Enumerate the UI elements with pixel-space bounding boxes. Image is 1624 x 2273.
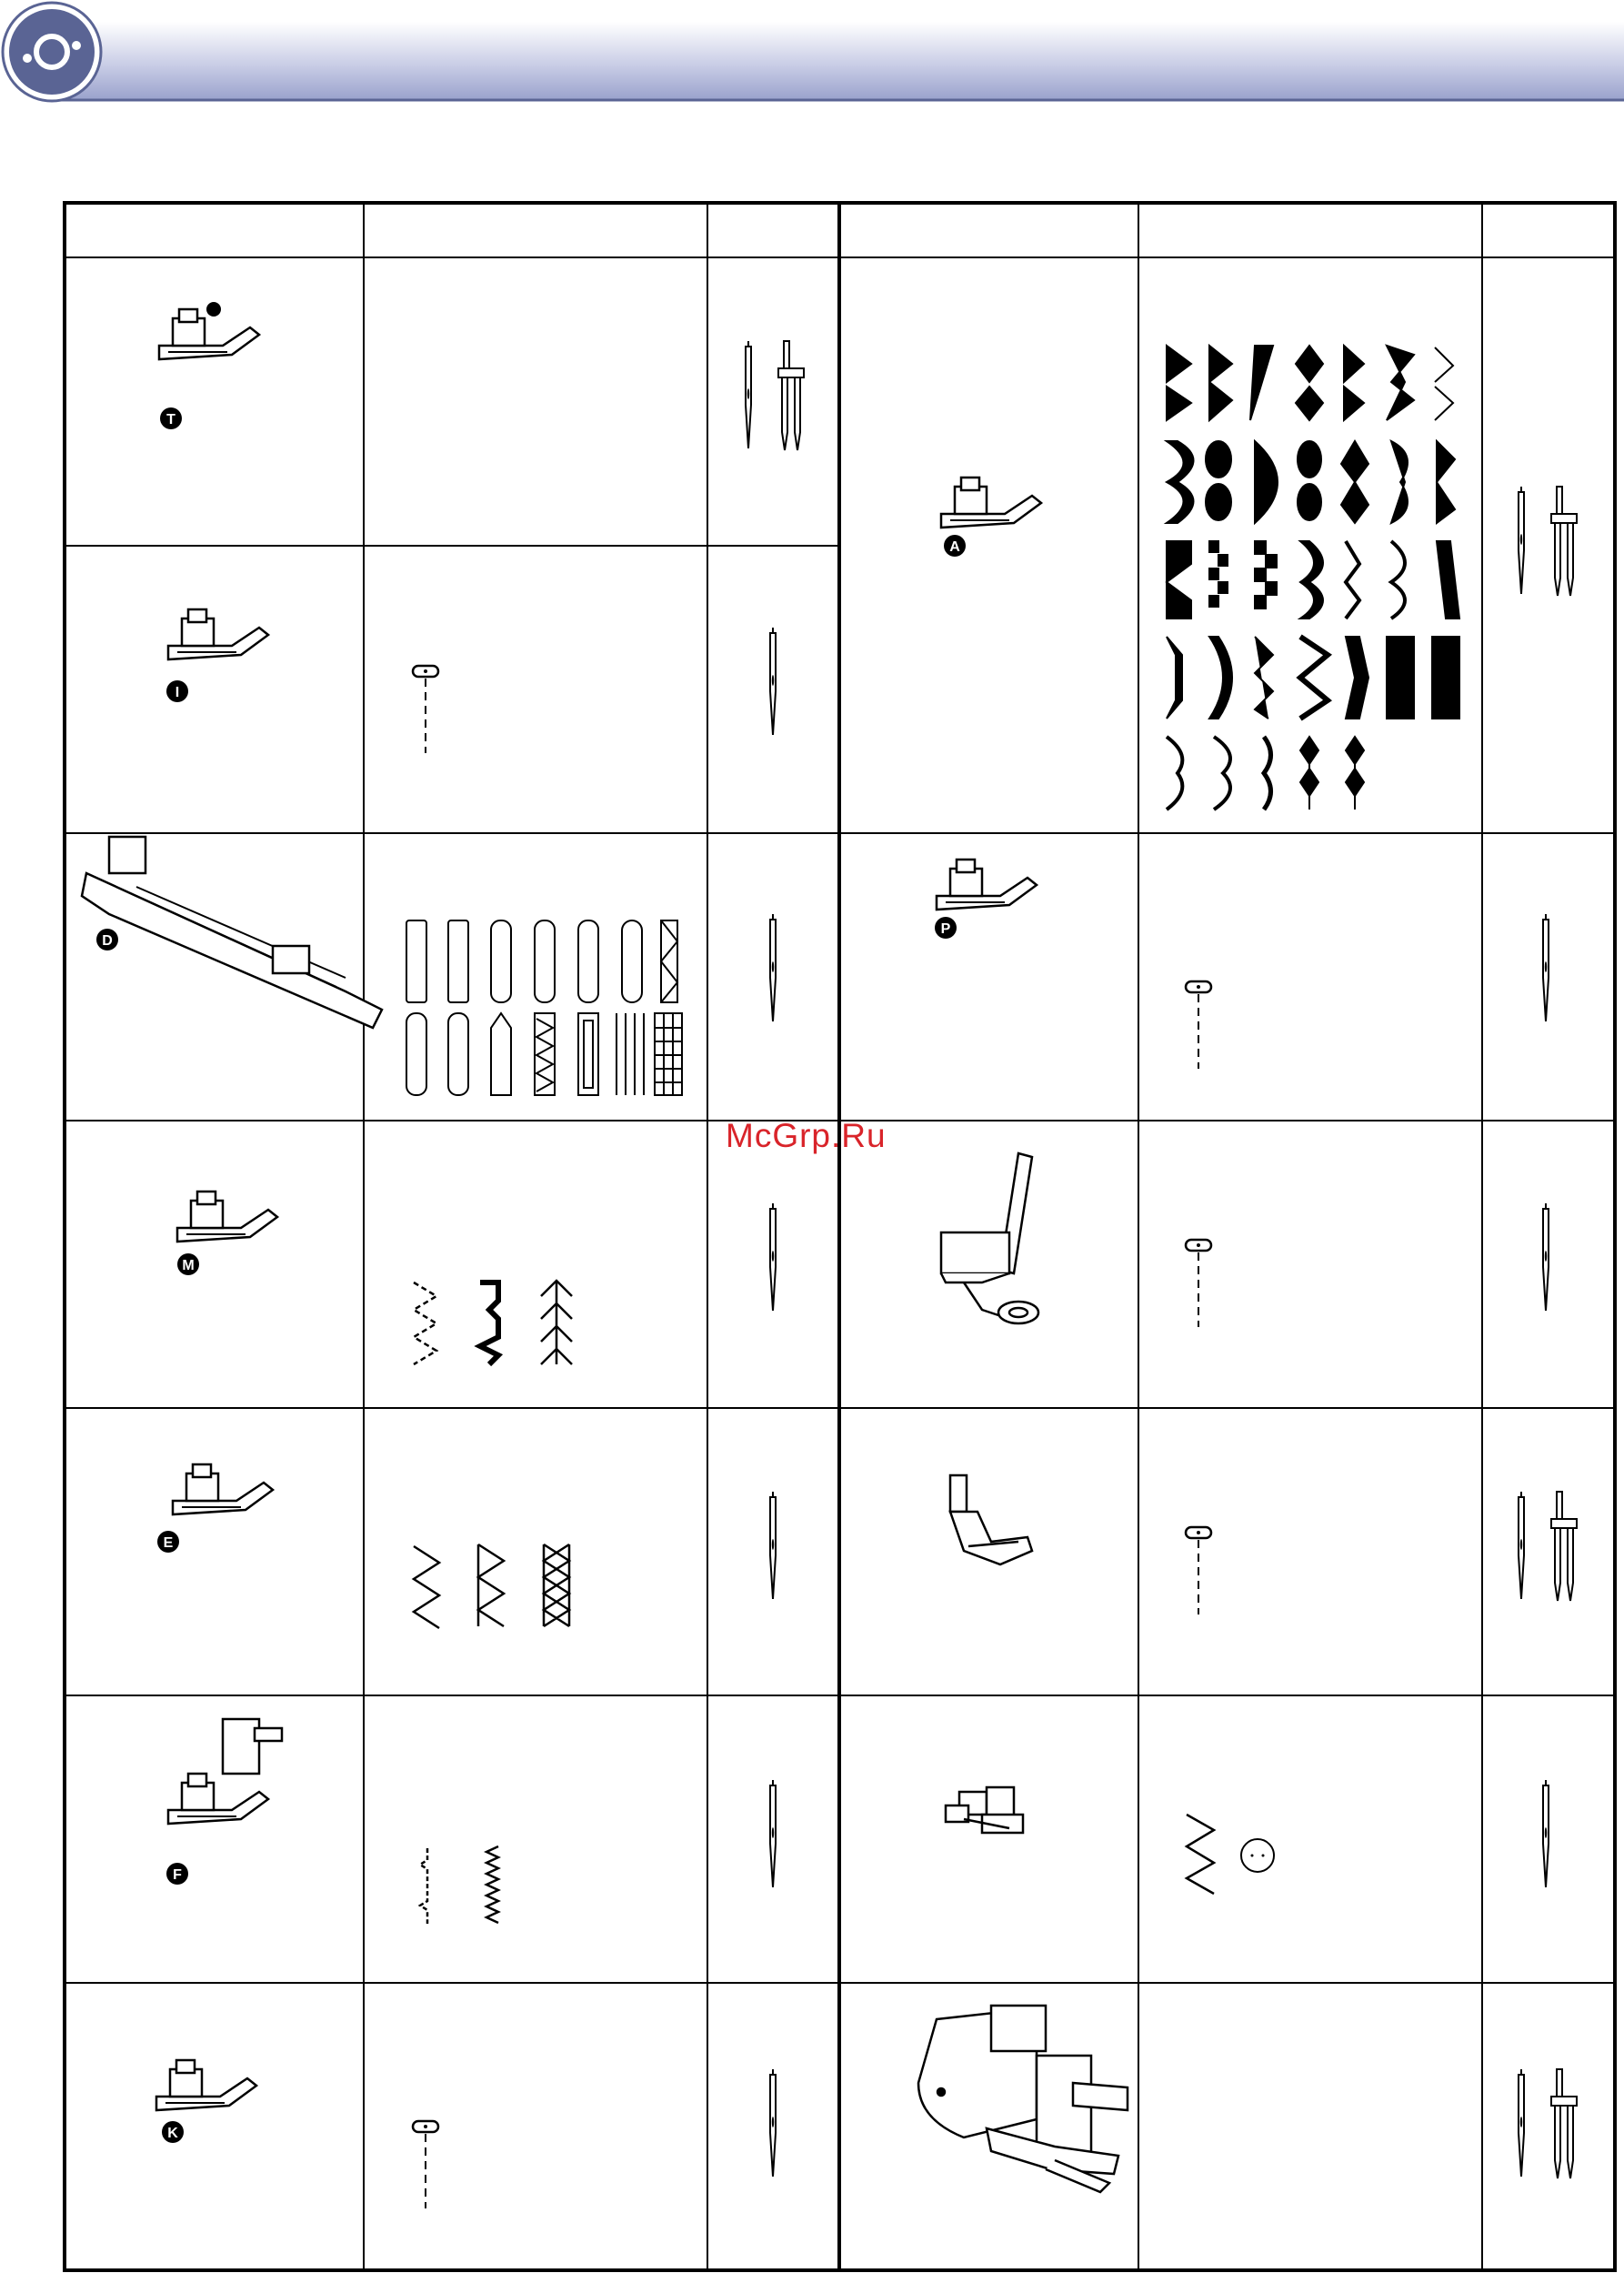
button-sewing-foot-icon bbox=[946, 1787, 1023, 1833]
foot-letter-D: D bbox=[102, 933, 113, 949]
single-needle-icon bbox=[770, 1492, 776, 1599]
single-needle-icon bbox=[1543, 914, 1549, 1021]
single-needle-icon bbox=[770, 2069, 776, 2177]
watermark-text: McGrp.Ru bbox=[726, 1117, 887, 1154]
foot-letter-E: E bbox=[163, 1535, 174, 1551]
presser-foot-A-icon bbox=[941, 478, 1041, 528]
single-needle-icon bbox=[770, 1780, 776, 1887]
presser-foot-T-icon bbox=[159, 302, 259, 359]
single-needle-icon bbox=[1519, 487, 1524, 594]
twin-needle-icon bbox=[1551, 2069, 1577, 2178]
zigzag-stitches-icon bbox=[414, 1544, 569, 1628]
quilting-foot-with-guide-icon bbox=[941, 1153, 1038, 1323]
button-icon bbox=[1241, 1839, 1274, 1872]
single-needle-icon bbox=[1519, 1492, 1524, 1599]
single-needle-icon bbox=[1519, 2069, 1524, 2177]
presser-foot-M-icon bbox=[177, 1192, 277, 1242]
presser-foot-P-icon bbox=[937, 860, 1037, 910]
straight-stitch-icon bbox=[1186, 981, 1211, 1069]
foot-letter-P: P bbox=[940, 921, 951, 937]
single-needle-icon bbox=[746, 341, 751, 448]
twin-needle-icon bbox=[778, 341, 804, 450]
twin-needle-icon bbox=[1551, 1492, 1577, 1601]
straight-stitch-icon bbox=[413, 666, 438, 753]
foot-letter-T: T bbox=[166, 412, 175, 427]
single-needle-icon bbox=[770, 628, 776, 735]
overcasting-stitches-icon bbox=[414, 1281, 572, 1364]
presser-foot-I-icon bbox=[168, 609, 268, 659]
decorative-stitch-patterns-icon bbox=[1167, 346, 1459, 810]
foot-letter-I: I bbox=[175, 685, 180, 700]
presser-foot-E-icon bbox=[173, 1464, 273, 1514]
narrow-presser-foot-icon bbox=[950, 1475, 1032, 1564]
blind-hem-stitches-icon bbox=[420, 1846, 498, 1924]
buttonhole-foot-D-icon bbox=[82, 837, 382, 1028]
single-needle-icon bbox=[1543, 1780, 1549, 1887]
straight-stitch-icon bbox=[1186, 1240, 1211, 1327]
foot-letter-F: F bbox=[173, 1867, 182, 1883]
straight-stitch-icon bbox=[1186, 1527, 1211, 1614]
single-needle-icon bbox=[1543, 1203, 1549, 1311]
buttonhole-stitches-icon bbox=[406, 920, 682, 1095]
presser-foot-K-icon bbox=[156, 2060, 256, 2110]
foot-letter-M: M bbox=[182, 1258, 195, 1273]
foot-letter-A: A bbox=[949, 539, 960, 555]
foot-letter-K: K bbox=[167, 2126, 178, 2141]
zigzag-stitch-icon bbox=[1187, 1815, 1214, 1894]
single-needle-icon bbox=[770, 1203, 776, 1311]
walking-foot-icon bbox=[918, 2006, 1128, 2192]
twin-needle-icon bbox=[1551, 487, 1577, 596]
straight-stitch-icon bbox=[413, 2121, 438, 2208]
single-needle-icon bbox=[770, 914, 776, 1021]
presser-foot-F-icon bbox=[168, 1719, 282, 1824]
